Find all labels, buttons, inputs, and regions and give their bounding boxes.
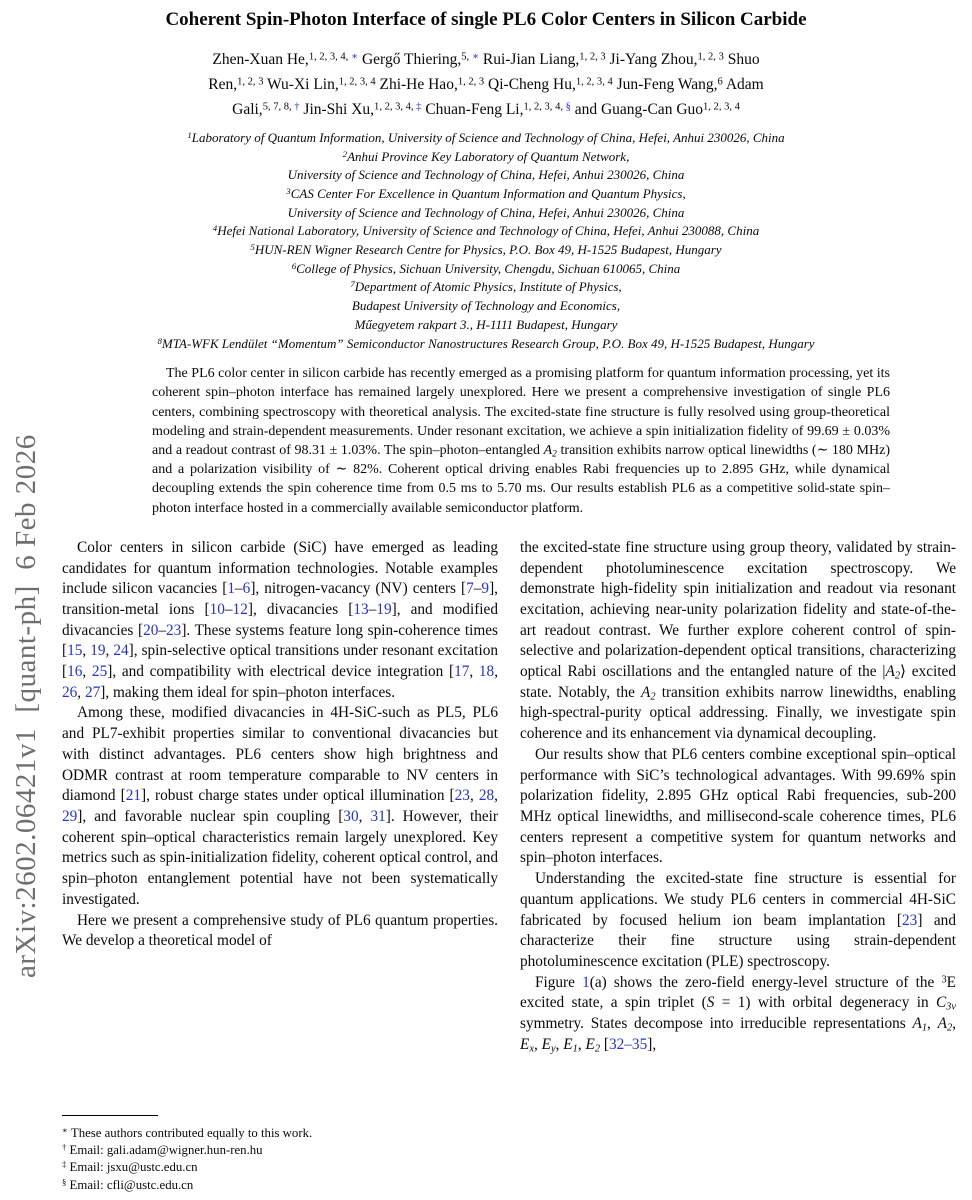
reference-link[interactable]: 7: [466, 580, 474, 598]
reference-link[interactable]: 23: [454, 787, 470, 805]
footnote-line: ∗ These authors contributed equally to this work.: [62, 1124, 313, 1140]
affiliation-line: $^7$Department of Atomic Physics, Institute of Physics,: [350, 279, 622, 295]
reference-link[interactable]: 24: [113, 642, 129, 660]
footnote-rule: [62, 1115, 158, 1116]
body-paragraph: Here we present a comprehensive study of PL6 quantum properties. We develop a theoretical model of: [62, 911, 498, 950]
right-column: [520, 538, 956, 1200]
body-paragraph: Figure 1(a) shows the zero-field energy-level structure of the $^3$E excited state, a spin triplet (S = 1) with orbital degeneracy in C3v symmetry. States decompose into irreducible representations A1, A2, Ex, Ey, E1, E2 [32–35],: [520, 973, 956, 1055]
affiliation-line: $^3$CAS Center For Excellence in Quantum Information and Quantum Physics,: [286, 185, 686, 201]
reference-link[interactable]: 12: [232, 600, 248, 618]
reference-link[interactable]: 6: [242, 580, 251, 598]
affiliation-line: $^2$Anhui Province Key Laboratory of Quantum Network,: [342, 148, 630, 164]
reference-link[interactable]: 1: [582, 973, 590, 991]
abstract-text: The PL6 color center in silicon carbide has recently emerged as a promising platform for quantum information processing, yet its coherent spin–photon interface has remained largely unexplored. Here we present a comprehensive investigation of single PL6 centers, combining spectroscopy with theoretical analysis. The excited-state fine structure is fully resolved using group-theoretical modeling and strain-dependent measurements. Under resonant excitation, we achieve a spin initialization fidelity of 99.69 ± 0.03% and a readout contrast of 98.31 ± 1.03%. The spin–photon–entangled A2 transition exhibits narrow optical linewidths (∼ 180 MHz) and a polarization visibility of ∼ 82%. Coherent optical driving enables Rabi frequencies up to 2.895 GHz, while dynamical decoupling extends the spin coherence time from 0.5 ms to 5.70 ms. Our results establish PL6 as a competitive solid-state spin–photon interface hosted in a commercially available semiconductor platform.: [152, 366, 890, 516]
reference-link[interactable]: 16: [67, 663, 83, 681]
footnote-line: § Email: cfli@ustc.edu.cn: [62, 1176, 194, 1192]
affiliation-line: $^5$HUN-REN Wigner Research Centre for Physics, P.O. Box 49, H-1525 Budapest, Hungary: [250, 242, 722, 258]
body-paragraph: Understanding the excited-state fine structure is essential for quantum applications. We study PL6 centers in commercial 4H-SiC fabricated by focused helium ion beam implantation [23] and characterize their fine structure using strain-dependent photoluminescence excitation (PLE) spectroscopy.: [520, 870, 956, 970]
reference-link[interactable]: 13: [353, 600, 369, 618]
affiliation-line: Műegyetem rakpart 3., H-1111 Budapest, Hungary: [354, 316, 618, 332]
affiliation-line: $^6$College of Physics, Sichuan University, Chengdu, Sichuan 610065, China: [291, 260, 681, 276]
author-footnote-link[interactable]: ‡: [416, 101, 422, 113]
affiliation-line: Budapest University of Technology and Economics,: [351, 298, 621, 314]
body-paragraph: Among these, modified divacancies in 4H-SiC-such as PL5, PL6 and PL7-exhibit properties similar to conventional divacancies but with distinct advantages. PL6 centers show high brightness and ODMR contrast at room temperature comparable to NV centers in diamond [21], robust charge states under optical illumination [23, 28, 29], and favorable nuclear spin coupling [30, 31]. However, their coherent spin–optical characteristics remain largely unexplored. Key metrics such as spin-initialization fidelity, coherent optical control, and spin–photon entanglement potential have not been systematically investigated.: [62, 704, 498, 908]
reference-link[interactable]: 32–35: [608, 1035, 648, 1053]
affiliation-line: University of Science and Technology of China, Hefei, Anhui 230026, China: [287, 167, 685, 183]
affiliation-line: $^1$Laboratory of Quantum Information, University of Science and Technology of China, Hefei, Anhui 230026, China: [187, 129, 785, 145]
reference-link[interactable]: 10: [209, 600, 225, 618]
footnote-line: † Email: gali.adam@wigner.hun-ren.hu: [62, 1142, 263, 1158]
author-footnote-link[interactable]: ∗: [471, 51, 479, 63]
reference-link[interactable]: 18: [478, 663, 495, 681]
left-column: [62, 538, 498, 1200]
body-paragraph: Color centers in silicon carbide (SiC) have emerged as leading candidates for quantum information technologies. Notable examples include silicon vacancies [1–6], nitrogen-vacancy (NV) centers [7–9], transition-metal ions [10–12], divacancies [13–19], and modified divacancies [20–23]. These systems feature long spin-coherence times [15, 19, 24], spin-selective optical transitions under resonant excitation [16, 25], and compatibility with electrical device integration [17, 18, 26, 27], making them ideal for spin–photon interfaces.: [62, 538, 499, 701]
author-line: Zhen-Xuan He,$^{1, 2, 3, 4,}$ ∗ Gergő Thiering,$^{5,}$ ∗ Rui-Jian Liang,$^{1, 2, 3}$ Ji-Yang Zhou,$^{1, 2, 3}$ Shuo: [212, 50, 760, 68]
affiliation-line: $^8$MTA-WFK Lendület “Momentum” Semiconductor Nanostructures Research Group, P.O. Box 49, H-1525 Budapest, Hungary: [157, 335, 815, 351]
reference-link[interactable]: 29: [62, 808, 78, 825]
reference-link[interactable]: 19: [90, 642, 106, 660]
reference-link[interactable]: 20: [143, 621, 159, 639]
footnote-line: ‡ Email: jsxu@ustc.edu.cn: [62, 1159, 198, 1175]
author-line: Gali,$^{5, 7, 8,}$ † Jin-Shi Xu,$^{1, 2, 3, 4,}$ ‡ Chuan-Feng Li,$^{1, 2, 3, 4,}$ § and Guang-Can Guo$^{1, 2, 3, 4}$: [232, 100, 740, 118]
arxiv-watermark: arXiv:2602.06421v1 [quant-ph] 6 Feb 2026: [10, 434, 42, 978]
footnotes-block: [62, 1115, 498, 1200]
reference-link[interactable]: 25: [91, 663, 108, 681]
paper-title: Coherent Spin-Photon Interface of single PL6 Color Centers in Silicon Carbide: [165, 9, 807, 30]
reference-link[interactable]: 19: [376, 600, 392, 618]
reference-link[interactable]: 21: [125, 787, 142, 805]
abstract-block: [152, 364, 890, 518]
affiliation-line: University of Science and Technology of China, Hefei, Anhui 230026, China: [287, 204, 685, 220]
reference-link[interactable]: 23: [902, 911, 918, 929]
reference-link[interactable]: 15: [67, 642, 83, 660]
reference-link[interactable]: 27: [84, 683, 101, 701]
author-footnote-link[interactable]: ∗: [350, 51, 359, 63]
reference-link[interactable]: 31: [370, 808, 386, 825]
reference-link[interactable]: 9: [481, 580, 490, 598]
author-line: Ren,$^{1, 2, 3}$ Wu-Xi Lin,$^{1, 2, 3, 4}$ Zhi-He Hao,$^{1, 2, 3}$ Qi-Cheng Hu,$^{1, 2, 3, 4}$ Jun-Feng Wang,$^6$ Adam: [208, 75, 764, 93]
author-footnote-link[interactable]: †: [294, 101, 300, 113]
affiliations-block: [0, 129, 972, 353]
reference-link[interactable]: 23: [166, 621, 182, 639]
body-paragraph: Our results show that PL6 centers combine exceptional spin–optical performance with SiC’s technological advantages. With 99.69% spin polarization fidelity, 2.895 GHz optical Rabi frequencies, sub-200 MHz optical linewidths, and millisecond-scale coherence times, PL6 centers represent a competitive system for quantum networks and spin–photon interfaces.: [520, 745, 956, 867]
author-footnote-link[interactable]: §: [565, 101, 571, 113]
affiliation-line: $^4$Hefei National Laboratory, University of Science and Technology of China, Hefei, Anhui 230088, China: [212, 223, 760, 239]
reference-link[interactable]: 1: [227, 580, 236, 598]
reference-link[interactable]: 28: [478, 787, 495, 805]
body-columns: [62, 538, 956, 1200]
reference-link[interactable]: 17: [454, 663, 470, 681]
body-paragraph: the excited-state fine structure using group theory, validated by strain-dependent photoluminescence excitation spectroscopy. We demonstrate high-fidelity spin initialization and readout via resonant excitation, achieving near-unity polarization fidelity and state-of-the-art readout contrast. We further explore coherent control of spin-selective and polarization-dependent optical transitions, characterizing optical Rabi oscillations and the entangled nature of the |A2⟩ excited state. Notably, the A2 transition exhibits narrow linewidths, enabling high-spectral-purity optical addressing. Finally, we investigate spin coherence and its enhancement via dynamical decoupling.: [520, 538, 956, 743]
reference-link[interactable]: 30: [343, 808, 359, 825]
authors-block: [0, 47, 972, 122]
reference-link[interactable]: 26: [62, 683, 78, 701]
